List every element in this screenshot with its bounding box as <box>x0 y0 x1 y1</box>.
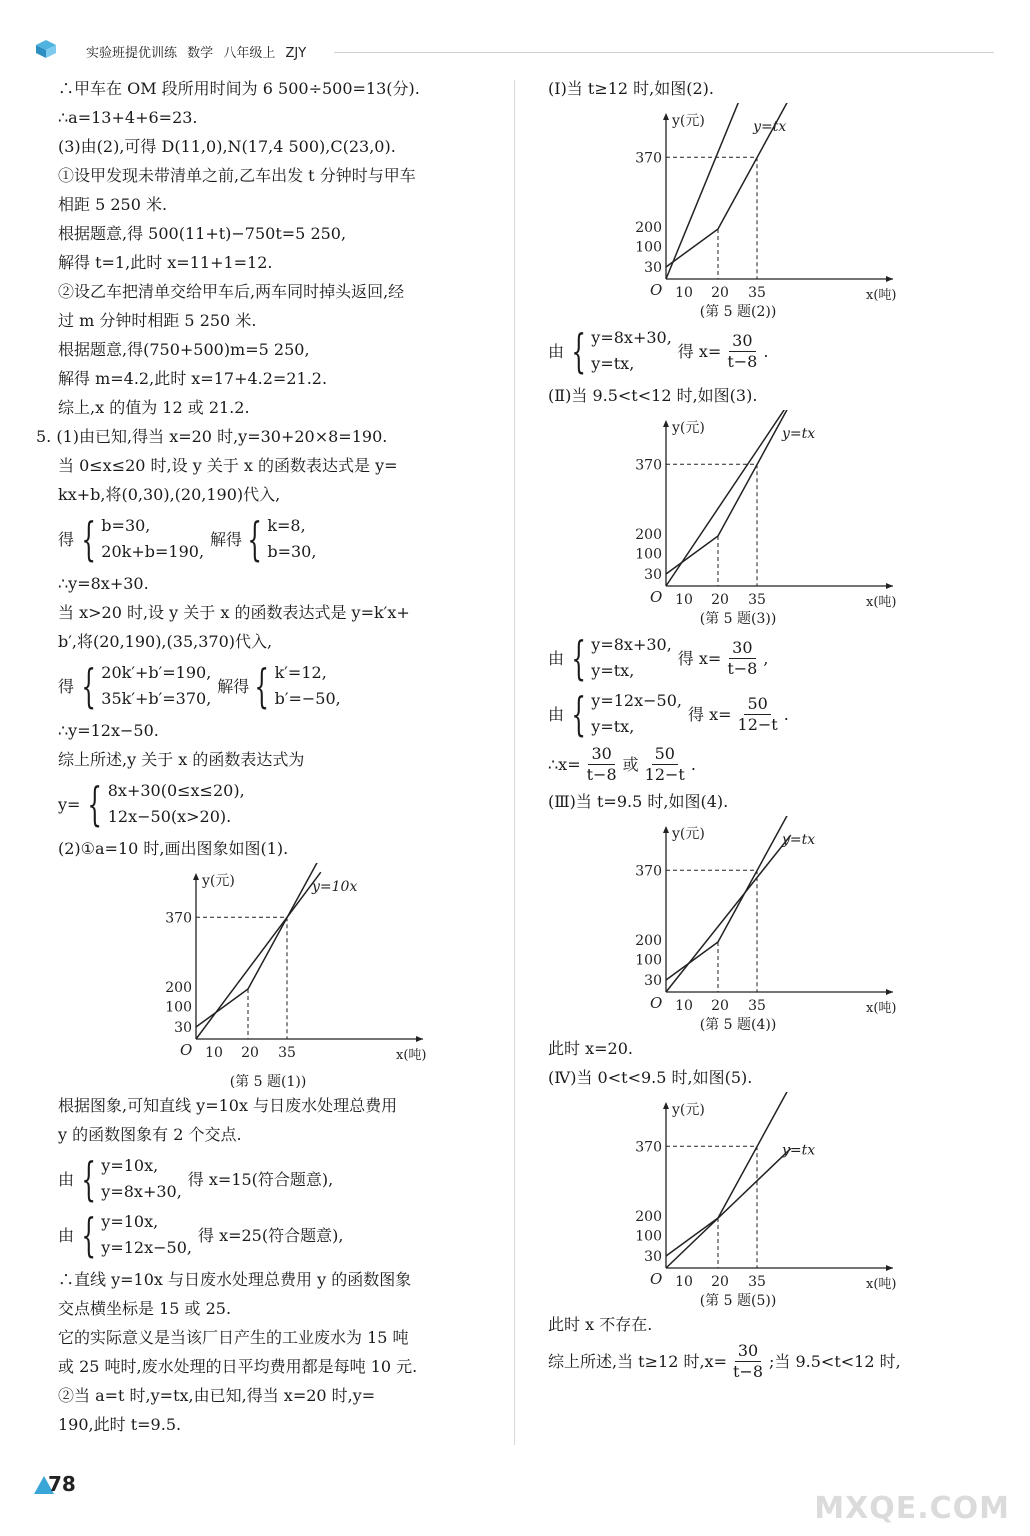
text-line: 综上所述,y 关于 x 的函数表达式为 <box>58 750 305 769</box>
line-label: y=10x <box>312 879 358 895</box>
case-heading: (Ⅰ)当 t≥12 时,如图(2). <box>548 79 715 98</box>
text-line: 此时 x 不存在. <box>548 1315 653 1334</box>
y-tick-label: 200 <box>165 980 192 996</box>
proportional-line <box>666 103 741 279</box>
x-tick-label: 10 <box>205 1045 223 1061</box>
proportional-line <box>666 1148 791 1268</box>
x-axis-label: x(吨) <box>396 1048 427 1063</box>
graph-3 <box>608 410 908 610</box>
brace-icon: { <box>571 687 586 741</box>
brace-icon: { <box>81 1208 96 1262</box>
x-axis-arrow-icon <box>886 989 893 995</box>
fraction: $\frac{50}{12-t}$ <box>644 744 685 784</box>
y-tick-label: 200 <box>635 220 662 236</box>
equation-system: 由 { y=12x−50, y=tx, 得 x= $\frac{50}{12-t}$ . <box>548 687 789 741</box>
y-tick-label: 30 <box>644 567 662 583</box>
x-tick-label: 10 <box>675 285 693 301</box>
brace-icon: { <box>571 324 586 378</box>
proportional-line <box>196 872 321 1039</box>
x-axis-label: x(吨) <box>866 1001 897 1016</box>
y-tick-label: 100 <box>635 239 662 256</box>
fraction: $\frac{50}{12-t}$ <box>737 693 778 734</box>
equation-system: 由 { y=10x, y=12x−50, 得 x=25(符合题意), <box>58 1208 344 1262</box>
y-axis-label: y(元) <box>672 826 705 842</box>
x-tick-label: 35 <box>748 998 766 1014</box>
text-line: 当 x>20 时,设 y 关于 x 的函数表达式是 y=k′x+ <box>58 603 410 622</box>
fraction: $\frac{30}{t-8}$ <box>727 330 758 371</box>
fraction: $\frac{30}{t-8}$ <box>727 637 758 678</box>
header-book: 实验班提优训练 <box>86 46 178 61</box>
text-line: kx+b,将(0,30),(20,190)代入, <box>58 485 281 504</box>
y-tick-label: 200 <box>635 1209 662 1225</box>
text-line: ∴甲车在 OM 段所用时间为 6 500÷500=13(分). <box>58 79 420 98</box>
text-line: 它的实际意义是当该厂日产生的工业废水为 15 吨 <box>58 1328 409 1347</box>
header-grade: 八年级上 <box>223 46 276 61</box>
figure-4 <box>608 816 998 1034</box>
graph-4 <box>608 816 908 1016</box>
page-header <box>34 36 994 62</box>
x-axis-arrow-icon <box>886 276 893 282</box>
header-title <box>86 42 312 61</box>
y-tick-label: 30 <box>644 260 662 276</box>
equation-system: 得 { b=30, 20k+b=190, 解得 { k=8, b=30, <box>58 512 317 566</box>
figure-caption: (第 5 题(1)) <box>229 1074 307 1090</box>
y-tick-label: 100 <box>635 546 662 563</box>
text-line: (3)由(2),可得 D(11,0),N(17,4 500),C(23,0). <box>58 137 396 156</box>
x-axis-arrow-icon <box>886 583 893 589</box>
problem-5-start: 5. (1)由已知,得当 x=20 时,y=30+20×8=190. <box>36 427 388 446</box>
text-line: 相距 5 250 米. <box>58 195 168 214</box>
brace-icon: { <box>571 631 586 685</box>
x-tick-label: 35 <box>748 1274 766 1290</box>
text-line: ②设乙车把清单交给甲车后,两车同时掉头返回,经 <box>58 282 405 301</box>
line-label: y=tx <box>782 426 816 442</box>
line-label: y=tx <box>782 1142 816 1159</box>
y-tick-label: 200 <box>635 933 662 949</box>
x-axis-label: x(吨) <box>866 1277 897 1292</box>
proportional-line <box>666 835 791 992</box>
case-heading: (Ⅱ)当 9.5<t<12 时,如图(3). <box>548 386 758 405</box>
y-tick-label: 370 <box>635 457 662 474</box>
text-line: (2)①a=10 时,画出图象如图(1). <box>58 839 289 858</box>
y-tick-label: 100 <box>635 952 662 969</box>
brace-icon: { <box>81 512 96 566</box>
text-line: 此时 x=20. <box>548 1039 633 1058</box>
y-axis-arrow-icon <box>663 1102 669 1109</box>
x-tick-label: 20 <box>711 592 729 608</box>
x-tick-label: 20 <box>241 1045 259 1061</box>
origin-label: O <box>650 994 663 1012</box>
graph-2 <box>608 103 908 303</box>
y-axis-label: y(元) <box>202 873 235 889</box>
watermark: MXQE.COM <box>814 1491 1010 1526</box>
header-rule <box>334 52 994 53</box>
text-line: 根据图象,可知直线 y=10x 与日废水处理总费用 <box>58 1096 398 1115</box>
text-line: b′,将(20,190),(35,370)代入, <box>58 632 273 651</box>
figure-caption: (第 5 题(3)) <box>699 611 777 627</box>
text-line: 交点横坐标是 15 或 25. <box>58 1299 232 1318</box>
graph-1 <box>138 863 438 1073</box>
y-tick-label: 200 <box>635 527 662 543</box>
fraction: $\frac{30}{t-8}$ <box>586 744 617 784</box>
text-line: 综上,x 的值为 12 或 21.2. <box>58 398 250 417</box>
text-line: 解得 t=1,此时 x=11+1=12. <box>58 253 273 272</box>
figure-caption: (第 5 题(4)) <box>699 1017 777 1033</box>
y-axis-arrow-icon <box>663 420 669 427</box>
x-tick-label: 35 <box>748 592 766 608</box>
line-label: y=tx <box>753 119 787 135</box>
text-line: 过 m 分钟时相距 5 250 米. <box>58 311 257 330</box>
figure-caption: (第 5 题(5)) <box>699 1293 777 1309</box>
text-line: y 的函数图象有 2 个交点. <box>58 1125 242 1144</box>
origin-label: O <box>650 281 663 299</box>
x-axis-label: x(吨) <box>866 595 897 610</box>
y-tick-label: 370 <box>635 1139 662 1156</box>
y-tick-label: 370 <box>635 150 662 167</box>
x-tick-label: 20 <box>711 285 729 301</box>
y-tick-label: 370 <box>165 910 192 927</box>
y-tick-label: 100 <box>635 1228 662 1245</box>
y-axis-label: y(元) <box>672 420 705 436</box>
text-line: 解得 m=4.2,此时 x=17+4.2=21.2. <box>58 369 328 388</box>
right-column <box>548 74 998 1384</box>
figure-5 <box>608 1092 998 1310</box>
equation-system: 由 { y=10x, y=8x+30, 得 x=15(符合题意), <box>58 1152 334 1206</box>
equation-system: 由 { y=8x+30, y=tx, 得 x= $\frac{30}{t-8}$ , <box>548 631 769 685</box>
equation-system: 得 { 20k′+b′=190, 35k′+b′=370, 解得 { k′=12, b′=−50, <box>58 659 341 713</box>
text-line: ∴直线 y=10x 与日废水处理总费用 y 的函数图象 <box>58 1270 412 1289</box>
origin-label: O <box>650 588 663 606</box>
y-tick-label: 100 <box>165 999 192 1016</box>
x-tick-label: 10 <box>675 998 693 1014</box>
brace-icon: { <box>87 777 103 831</box>
y-axis-label: y(元) <box>672 1102 705 1118</box>
x-tick-label: 35 <box>748 285 766 301</box>
figure-caption: (第 5 题(2)) <box>699 304 777 320</box>
x-tick-label: 10 <box>675 592 693 608</box>
y-tick-label: 370 <box>635 863 662 880</box>
text-line: 根据题意,得 500(11+t)−750t=5 250, <box>58 224 347 243</box>
y-tick-label: 30 <box>174 1020 192 1036</box>
text-line: 根据题意,得(750+500)m=5 250, <box>58 340 310 359</box>
brace-icon: { <box>81 659 96 713</box>
origin-label: O <box>180 1041 193 1059</box>
figure-2 <box>608 103 998 321</box>
piecewise-function: y= { 8x+30(0≤x≤20), 12x−50(x>20). <box>58 777 245 831</box>
x-axis-arrow-icon <box>886 1265 893 1271</box>
column-divider <box>514 80 515 1445</box>
case-heading: (Ⅳ)当 0<t<9.5 时,如图(5). <box>548 1068 753 1087</box>
text-line: 当 0≤x≤20 时,设 y 关于 x 的函数表达式是 y= <box>58 456 398 475</box>
text-line: ∴a=13+4+6=23. <box>58 108 198 127</box>
brace-icon: { <box>247 512 263 566</box>
text-line: ①设甲发现未带清单之前,乙车出发 t 分钟时与甲车 <box>58 166 416 185</box>
text-line: 或 25 吨时,废水处理的日平均费用都是每吨 10 元. <box>58 1357 418 1376</box>
equation-system: 由 { y=8x+30, y=tx, 得 x= $\frac{30}{t-8}$ . <box>548 324 769 378</box>
text-line: ②当 a=t 时,y=tx,由已知,得当 x=20 时,y= <box>58 1386 376 1405</box>
summary-line: 综上所述,当 t≥12 时,x= $\frac{30}{t-8}$ ;当 9.5<t<12 时, <box>548 1341 901 1381</box>
x-tick-label: 20 <box>711 998 729 1014</box>
left-column <box>36 74 506 1439</box>
text-line: ∴y=12x−50. <box>58 721 159 740</box>
proportional-line <box>666 410 789 586</box>
case-heading: (Ⅲ)当 t=9.5 时,如图(4). <box>548 792 729 811</box>
brace-icon: { <box>81 1152 96 1206</box>
graph-5 <box>608 1092 908 1292</box>
figure-3 <box>608 410 998 628</box>
text-line: ∴y=8x+30. <box>58 574 149 593</box>
y-axis-arrow-icon <box>193 873 199 880</box>
x-axis-label: x(吨) <box>866 288 897 303</box>
origin-label: O <box>650 1270 663 1288</box>
figure-1 <box>138 863 506 1091</box>
y-axis-arrow-icon <box>663 113 669 120</box>
y-tick-label: 30 <box>644 1249 662 1265</box>
x-tick-label: 35 <box>278 1045 296 1061</box>
x-tick-label: 10 <box>675 1274 693 1290</box>
x-tick-label: 20 <box>711 1274 729 1290</box>
line-label: y=tx <box>782 832 816 848</box>
text-line: 190,此时 t=9.5. <box>58 1415 182 1434</box>
brace-icon: { <box>254 659 270 713</box>
x-axis-arrow-icon <box>416 1036 423 1042</box>
page-number: 78 <box>34 1470 94 1502</box>
result-line: ∴x= $\frac{30}{t-8}$ 或 $\frac{50}{12-t}$ . <box>548 744 696 784</box>
fraction: $\frac{30}{t-8}$ <box>732 1341 763 1381</box>
book-logo-icon <box>34 38 58 60</box>
y-axis-arrow-icon <box>663 826 669 833</box>
y-tick-label: 30 <box>644 973 662 989</box>
header-subject: 数学 <box>187 46 214 61</box>
header-edition: ZJY <box>285 46 307 61</box>
y-axis-label: y(元) <box>672 113 705 129</box>
